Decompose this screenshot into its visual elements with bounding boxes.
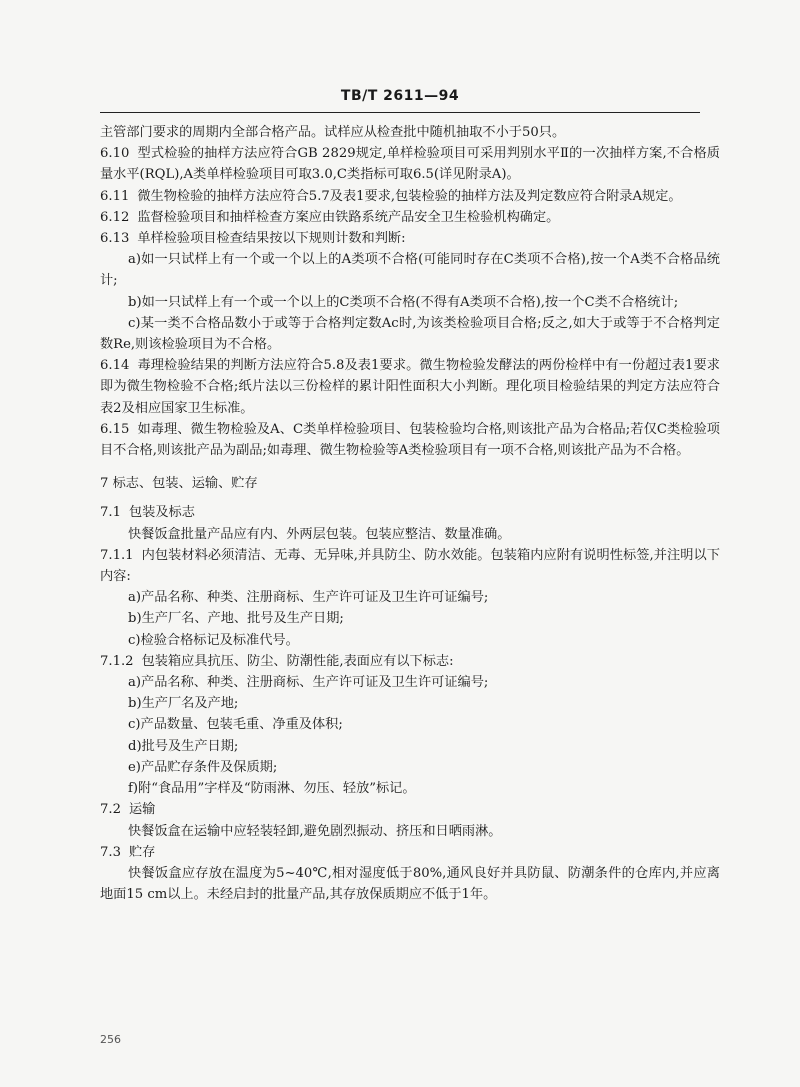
clause-paragraph [100, 313, 720, 355]
clause-number: 6.15 [100, 421, 130, 437]
clause-text: 主管部门要求的周期内全部合格产品。试样应从检查批中随机抽取不小于50只。 [100, 125, 566, 140]
clause-paragraph [100, 587, 720, 608]
clause-paragraph [100, 207, 720, 228]
clause-text: 单样检验项目检查结果按以下规则计数和判断: [137, 231, 406, 247]
clause-paragraph [100, 799, 720, 820]
clause-number: 6.11 [100, 188, 130, 204]
page-number: 256 [100, 1033, 121, 1046]
clause-number: 7.3 [100, 844, 121, 860]
clause-paragraph [100, 821, 720, 842]
clause-paragraph [100, 143, 720, 185]
clause-paragraph [100, 355, 720, 419]
clause-text: 包装及标志 [128, 505, 195, 521]
clause-paragraph [100, 545, 720, 587]
section-6 [100, 122, 720, 461]
page-header: TB/T 2611—94 [340, 88, 460, 104]
clause-text: c)某一类不合格品数小于或等于合格判定数Ac时,为该类检验项目合格;反之,如大于或等于不合格判定数Re,则该检验项目为不合格。 [100, 315, 720, 353]
clause-text: e)产品贮存条件及保质期; [128, 759, 278, 775]
clause-text: 如毒理、微生物检验及A、C类单样检验项目、包装检验均合格,则该批产品为合格品;若仅C类检验项目不合格,则该批产品为副品;如毒理、微生物检验等A类检验项目有一项不合格,则该批产品为不合格。 [100, 421, 720, 459]
clause-paragraph [100, 630, 720, 651]
clause-paragraph [100, 757, 720, 778]
section-7 [100, 502, 720, 905]
clause-text: 内包装材料必须清洁、无毒、无异味,并具防尘、防水效能。包装箱内应附有说明性标签,并注明以下内容: [100, 547, 720, 585]
clause-number: 7.1 [100, 505, 121, 521]
clause-text: a)产品名称、种类、注册商标、生产许可证及卫生许可证编号; [128, 675, 489, 691]
clause-paragraph [100, 249, 720, 291]
clause-paragraph [100, 292, 720, 313]
clause-text: 快餐饭盒批量产品应有内、外两层包装。包装应整洁、数量准确。 [128, 526, 511, 542]
clause-text: 微生物检验的抽样方法应符合5.7及表1要求,包装检验的抽样方法及判定数应符合附录A规定。 [137, 188, 682, 204]
clause-paragraph [100, 672, 720, 693]
clause-number: 6.13 [100, 231, 130, 247]
document-body [100, 122, 720, 905]
clause-text: b)如一只试样上有一个或一个以上的C类项不合格(不得有A类项不合格),按一个C类不合格统计; [128, 294, 679, 310]
clause-text: c)产品数量、包装毛重、净重及体积; [128, 717, 343, 733]
clause-paragraph [100, 714, 720, 735]
clause-number: 7.1.2 [100, 653, 134, 669]
clause-text: c)检验合格标记及标准代号。 [128, 632, 299, 648]
clause-text: 快餐饭盒应存放在温度为5~40℃,相对湿度低于80%,通风良好并具防鼠、防潮条件的仓库内,并应离地面15 cm以上。未经启封的批量产品,其存放保质期应不低于1年。 [100, 865, 720, 903]
clause-paragraph [100, 122, 720, 143]
section-7-heading: 7 标志、包装、运输、贮存 [100, 476, 258, 492]
clause-number: 7.1.1 [100, 547, 134, 563]
clause-paragraph [100, 524, 720, 545]
clause-paragraph [100, 186, 720, 207]
clause-text: a)产品名称、种类、注册商标、生产许可证及卫生许可证编号; [128, 590, 489, 606]
clause-text: 快餐饭盒在运输中应轻装轻卸,避免剧烈振动、挤压和日晒雨淋。 [128, 823, 502, 839]
clause-number: 6.12 [100, 209, 130, 225]
clause-paragraph [100, 228, 720, 249]
clause-text: f)附“食品用”字样及“防雨淋、勿压、轻放”标记。 [128, 781, 416, 797]
clause-paragraph [100, 863, 720, 905]
clause-paragraph [100, 608, 720, 629]
clause-paragraph [100, 778, 720, 799]
clause-text: b)生产厂名及产地; [128, 696, 239, 712]
clause-number: 6.14 [100, 358, 130, 374]
clause-text: 运输 [128, 802, 156, 818]
clause-text: 包装箱应具抗压、防尘、防潮性能,表面应有以下标志: [141, 653, 454, 669]
clause-paragraph [100, 419, 720, 461]
clause-text: d)批号及生产日期; [128, 738, 239, 754]
clause-number: 7.2 [100, 802, 121, 818]
clause-text: 贮存 [128, 844, 156, 860]
clause-text: 监督检验项目和抽样检查方案应由铁路系统产品安全卫生检验机构确定。 [137, 209, 560, 225]
clause-paragraph [100, 651, 720, 672]
clause-text: 毒理检验结果的判断方法应符合5.8及表1要求。微生物检验发酵法的两份检样中有一份超过表1要求即为微生物检验不合格;纸片法以三份检样的累计阳性面积大小判断。理化项目检验结果的判定方法应符合表2及相应国家卫生标准。 [100, 358, 720, 416]
clause-paragraph [100, 842, 720, 863]
clause-text: b)生产厂名、产地、批号及生产日期; [128, 611, 344, 627]
clause-text: a)如一只试样上有一个或一个以上的A类项不合格(可能同时存在C类项不合格),按一个A类不合格品统计; [100, 252, 720, 289]
clause-number: 6.10 [100, 146, 130, 162]
clause-paragraph [100, 502, 720, 523]
clause-text: 型式检验的抽样方法应符合GB 2829规定,单样检验项目可采用判别水平Ⅱ的一次抽样方案,不合格质量水平(RQL),A类单样检验项目可取3.0,C类指标可取6.5(详见附录A)。 [100, 146, 720, 183]
clause-paragraph [100, 736, 720, 757]
clause-paragraph [100, 693, 720, 714]
header-rule [100, 112, 700, 113]
